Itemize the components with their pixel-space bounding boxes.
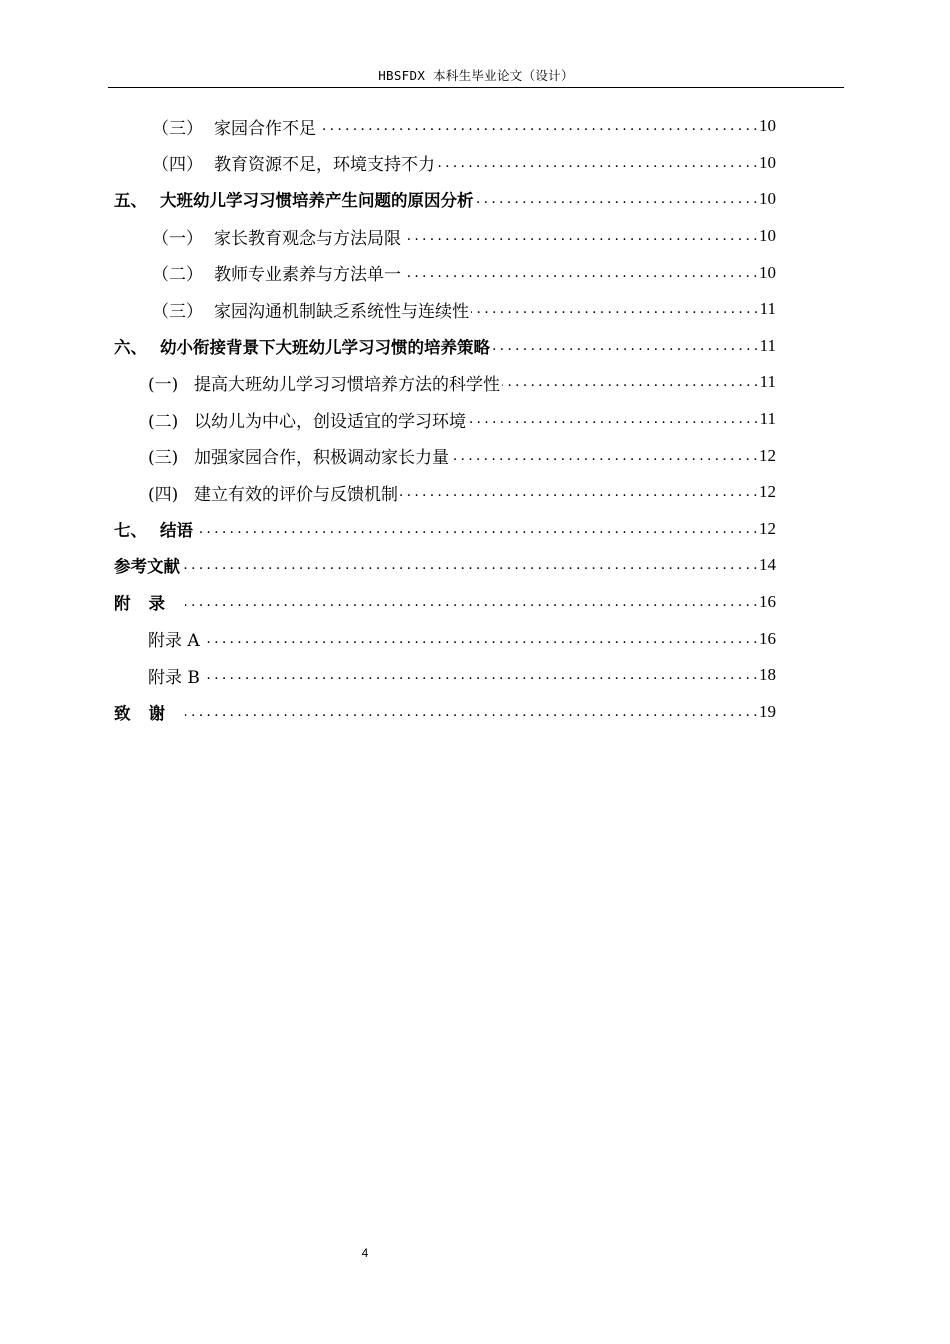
toc-entry-label: 附录 [114, 594, 183, 614]
toc-entry-title [114, 187, 474, 211]
toc-entry-title [114, 700, 183, 724]
dot-leader [403, 226, 757, 246]
dot-leader [403, 263, 757, 283]
dot-leader [502, 372, 758, 392]
toc-entry-number: (二) [148, 411, 179, 432]
toc-entry-label: 幼小衔接背景下大班幼儿学习习惯的培养策略 [160, 337, 490, 357]
dot-leader [451, 446, 757, 466]
toc-entry-page: 12 [759, 518, 776, 538]
toc-entry-label: 附录 A [148, 631, 200, 652]
toc-entry-page: 16 [759, 592, 776, 612]
toc-entry-title [114, 150, 435, 175]
toc-entry[interactable] [114, 547, 776, 584]
dot-leader [492, 336, 758, 356]
toc-entry-title [114, 224, 401, 249]
toc-entry-number: (一) [148, 374, 179, 395]
toc-entry-title [114, 480, 398, 505]
dot-leader [185, 592, 757, 612]
toc-entry-page: 11 [759, 409, 776, 429]
toc-entry-title [114, 334, 490, 358]
toc-entry-label: 加强家园合作，积极调动家长力量 [194, 448, 449, 469]
toc-entry-label: 家长教育观念与方法局限 [214, 228, 401, 249]
toc-entry-number: 五、 [114, 191, 147, 211]
toc-entry-title [114, 297, 469, 322]
toc-entry[interactable] [114, 584, 776, 621]
toc-entry-title [114, 114, 316, 139]
toc-entry[interactable] [114, 401, 776, 438]
toc-entry[interactable] [114, 108, 776, 145]
toc-entry-label: 教育资源不足，环境支持不力 [214, 155, 435, 176]
toc-entry[interactable] [114, 218, 776, 255]
toc-entry-title [114, 260, 401, 285]
toc-entry-number: （一） [152, 228, 203, 249]
dot-leader [318, 116, 757, 136]
toc-entry-page: 10 [759, 262, 776, 282]
toc-entry-page: 11 [759, 372, 776, 392]
toc-entry-number: （二） [152, 265, 203, 286]
toc-entry-label: 家园合作不足 [214, 118, 316, 139]
dot-leader [471, 299, 758, 319]
dot-leader [182, 555, 757, 575]
toc-entry-page: 10 [759, 116, 776, 136]
toc-entry[interactable] [114, 181, 776, 218]
dot-leader [468, 409, 758, 429]
toc-entry[interactable] [114, 437, 776, 474]
toc-entry-number: （四） [152, 155, 203, 176]
dot-leader [185, 702, 757, 722]
dot-leader [202, 665, 757, 685]
toc-entry[interactable] [114, 620, 776, 657]
page-number: 4 [361, 1246, 369, 1260]
toc-entry-label: 以幼儿为中心，创设适宜的学习环境 [194, 411, 466, 432]
dot-leader [202, 629, 757, 649]
toc-entry-page: 10 [759, 226, 776, 246]
toc-entry[interactable] [114, 145, 776, 182]
toc-entry-page: 16 [759, 628, 776, 648]
toc-entry[interactable] [114, 657, 776, 694]
toc-entry[interactable] [114, 474, 776, 511]
toc-entry-title [114, 553, 180, 577]
toc-entry-number: 七、 [114, 520, 147, 540]
toc-entry-number: 六、 [114, 337, 147, 357]
toc-entry-page: 14 [759, 555, 776, 575]
toc-entry-label: 提高大班幼儿学习习惯培养方法的科学性 [194, 374, 500, 395]
toc-entry-title [114, 663, 200, 688]
toc-entry[interactable] [114, 364, 776, 401]
toc-entry-page: 19 [759, 701, 776, 721]
dot-leader [437, 153, 757, 173]
toc-entry-title [114, 443, 449, 468]
toc-entry-page: 11 [759, 335, 776, 355]
toc-entry-title [114, 626, 200, 651]
toc-entry-label: 参考文献 [114, 557, 180, 577]
toc-entry-page: 11 [759, 299, 776, 319]
toc-entry-title [114, 370, 500, 395]
toc-entry-number: (三) [148, 448, 179, 469]
toc-entry[interactable] [114, 694, 776, 731]
toc-entry-label: 致谢 [114, 703, 183, 723]
dot-leader [476, 189, 758, 209]
toc-entry-number: （三） [152, 118, 203, 139]
toc-entry-page: 18 [759, 665, 776, 685]
toc-entry-title [114, 517, 193, 541]
toc-entry-label: 家园沟通机制缺乏系统性与连续性 [214, 301, 469, 322]
toc-entry-label: 附录 B [148, 667, 200, 688]
toc-entry-label: 结语 [160, 520, 193, 540]
toc-entry-page: 10 [759, 152, 776, 172]
table-of-contents [114, 108, 776, 730]
toc-entry[interactable] [114, 511, 776, 548]
toc-entry-title [114, 590, 183, 614]
toc-entry-label: 教师专业素养与方法单一 [214, 265, 401, 286]
running-header: HBSFDX 本科生毕业论文（设计） [378, 68, 574, 83]
toc-entry-label: 建立有效的评价与反馈机制 [194, 484, 398, 505]
toc-entry-title [114, 407, 466, 432]
toc-entry[interactable] [114, 291, 776, 328]
toc-entry[interactable] [114, 328, 776, 365]
header-rule [108, 87, 844, 88]
dot-leader [195, 519, 757, 539]
toc-entry-page: 10 [759, 189, 776, 209]
toc-entry-label: 大班幼儿学习习惯培养产生问题的原因分析 [160, 191, 474, 211]
dot-leader [400, 482, 757, 502]
toc-entry-number: （三） [152, 301, 203, 322]
toc-entry-page: 12 [759, 445, 776, 465]
toc-entry-number: (四) [148, 484, 179, 505]
toc-entry-page: 12 [759, 482, 776, 502]
toc-entry[interactable] [114, 254, 776, 291]
